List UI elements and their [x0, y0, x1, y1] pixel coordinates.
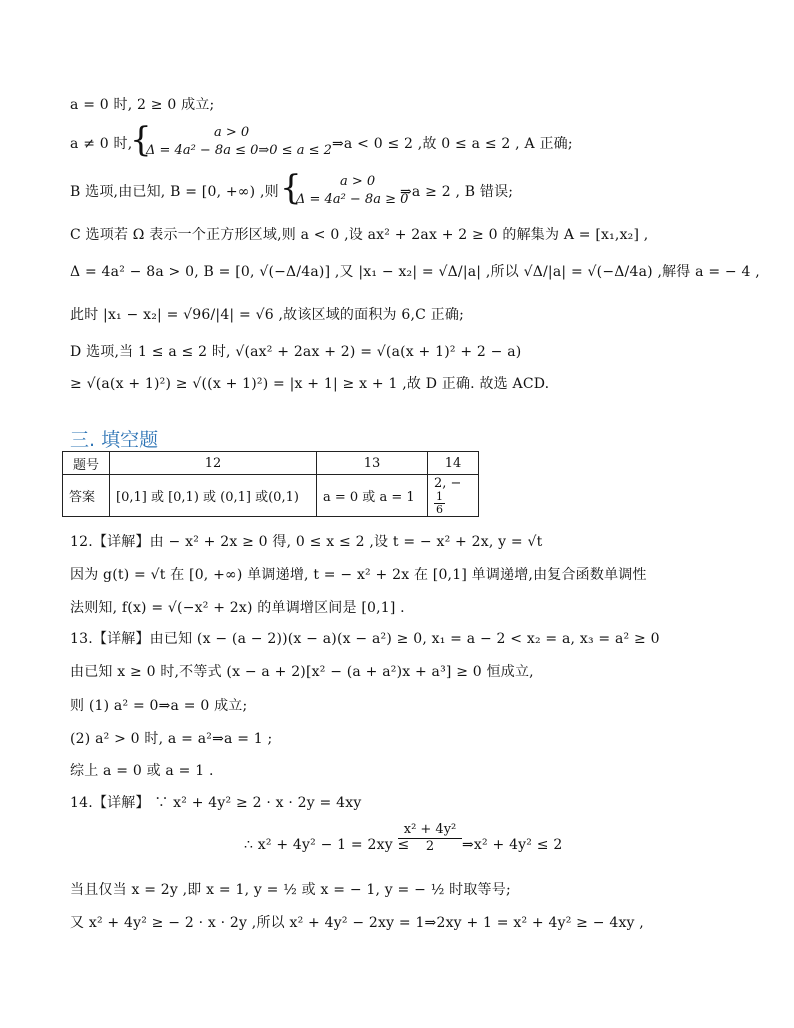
table-row	[63, 475, 479, 517]
text-line: ≥ √(a(x + 1)²) ≥ √((x + 1)²) = |x + 1| ≥ x + 1 ,故 D 正确. 故选 ACD.	[70, 376, 550, 392]
text-line: (2) a² > 0 时, a = a²⇒a = 1 ;	[70, 731, 273, 747]
text-line-prefix: a ≠ 0 时,	[70, 136, 133, 152]
text-line: C 选项若 Ω 表示一个正方形区域,则 a < 0 ,设 ax² + 2ax + 2 ≥ 0 的解集为 A = [x₁,x₂] ,	[70, 227, 649, 243]
text-line: Δ = 4a² − 8a > 0, B = [0, √(−Δ/4a)] ,又 |x₁ − x₂| = √Δ/|a| ,所以 √Δ/|a| = √(−Δ/4a) ,解得 a = − 4 ,	[70, 264, 760, 280]
left-brace-icon: {	[130, 120, 152, 160]
text-line: 法则知, f(x) = √(−x² + 2x) 的单调增区间是 [0,1] .	[70, 600, 405, 616]
text-line: 此时 |x₁ − x₂| = √96/|4| = √6 ,故该区域的面积为 6,C 正确;	[70, 307, 464, 323]
fraction-numerator: x² + 4y²	[398, 822, 462, 839]
table-header-cell: 题号	[63, 452, 110, 475]
text-line-suffix: ⇒a ≥ 2 , B 错误;	[400, 184, 514, 200]
fraction-denominator: 2	[425, 839, 435, 854]
text-line: 当且仅当 x = 2y ,即 x = 1, y = ½ 或 x = − 1, y = − ½ 时取等号;	[70, 882, 511, 898]
fraction-denominator: 6	[436, 502, 443, 516]
text-line: 由已知 x ≥ 0 时,不等式 (x − a + 2)[x² − (a + a²)x + a³] ≥ 0 恒成立,	[70, 664, 534, 680]
text-line: 又 x² + 4y² ≥ − 2 · x · 2y ,所以 x² + 4y² − 2xy = 1⇒2xy + 1 = x² + 4y² ≥ − 4xy ,	[70, 915, 644, 931]
table-header-cell: 13	[317, 452, 428, 475]
table-cell: a = 0 或 a = 1	[317, 475, 428, 517]
fraction-numerator: 1	[436, 489, 443, 503]
text-line-prefix: B 选项,由已知, B = [0, +∞) ,则	[70, 184, 279, 200]
text-line: 12.【详解】由 − x² + 2x ≥ 0 得, 0 ≤ x ≤ 2 ,设 t = − x² + 2x, y = √t	[70, 534, 543, 550]
table-cell: [0,1] 或 [0,1) 或 (0,1] 或(0,1)	[110, 475, 317, 517]
brace-case-1: a > 0	[340, 174, 376, 189]
fraction	[434, 491, 445, 516]
text-line: 综上 a = 0 或 a = 1 .	[70, 763, 214, 779]
table-header-cell: 14	[428, 452, 479, 475]
left-brace-icon: {	[280, 168, 302, 208]
table-header-row	[63, 452, 479, 475]
answer-table	[62, 451, 479, 517]
text-line: D 选项,当 1 ≤ a ≤ 2 时, √(ax² + 2ax + 2) = √(a(x + 1)² + 2 − a)	[70, 344, 522, 360]
brace-case-1: a > 0	[214, 125, 250, 140]
text-line: a = 0 时, 2 ≥ 0 成立;	[70, 97, 215, 113]
equation-suffix: ⇒x² + 4y² ≤ 2	[462, 837, 563, 853]
table-row-label: 答案	[63, 475, 110, 517]
text-line-suffix: ⇒a < 0 ≤ 2 ,故 0 ≤ a ≤ 2 , A 正确;	[332, 136, 573, 152]
text-line: 则 (1) a² = 0⇒a = 0 成立;	[70, 698, 248, 714]
text-line: 13.【详解】由已知 (x − (a − 2))(x − a)(x − a²) ≥ 0, x₁ = a − 2 < x₂ = a, x₃ = a² ≥ 0	[70, 631, 660, 647]
answer-14-prefix: 2, −	[434, 475, 462, 491]
text-line: 14.【详解】 ∵ x² + 4y² ≥ 2 · x · 2y = 4xy	[70, 795, 362, 811]
text-line: 因为 g(t) = √t 在 [0, +∞) 单调递增, t = − x² + 2x 在 [0,1] 单调递增,由复合函数单调性	[70, 567, 647, 583]
equation-prefix: ∴ x² + 4y² − 1 = 2xy ≤	[244, 837, 410, 853]
brace-case-2: Δ = 4a² − 8a ≤ 0⇒0 ≤ a ≤ 2	[146, 143, 332, 158]
brace-case-2: Δ = 4a² − 8a ≥ 0	[296, 192, 409, 207]
section-title: 三. 填空题	[70, 429, 159, 451]
equation-fraction	[398, 822, 462, 855]
table-cell	[428, 475, 479, 517]
table-header-cell: 12	[110, 452, 317, 475]
